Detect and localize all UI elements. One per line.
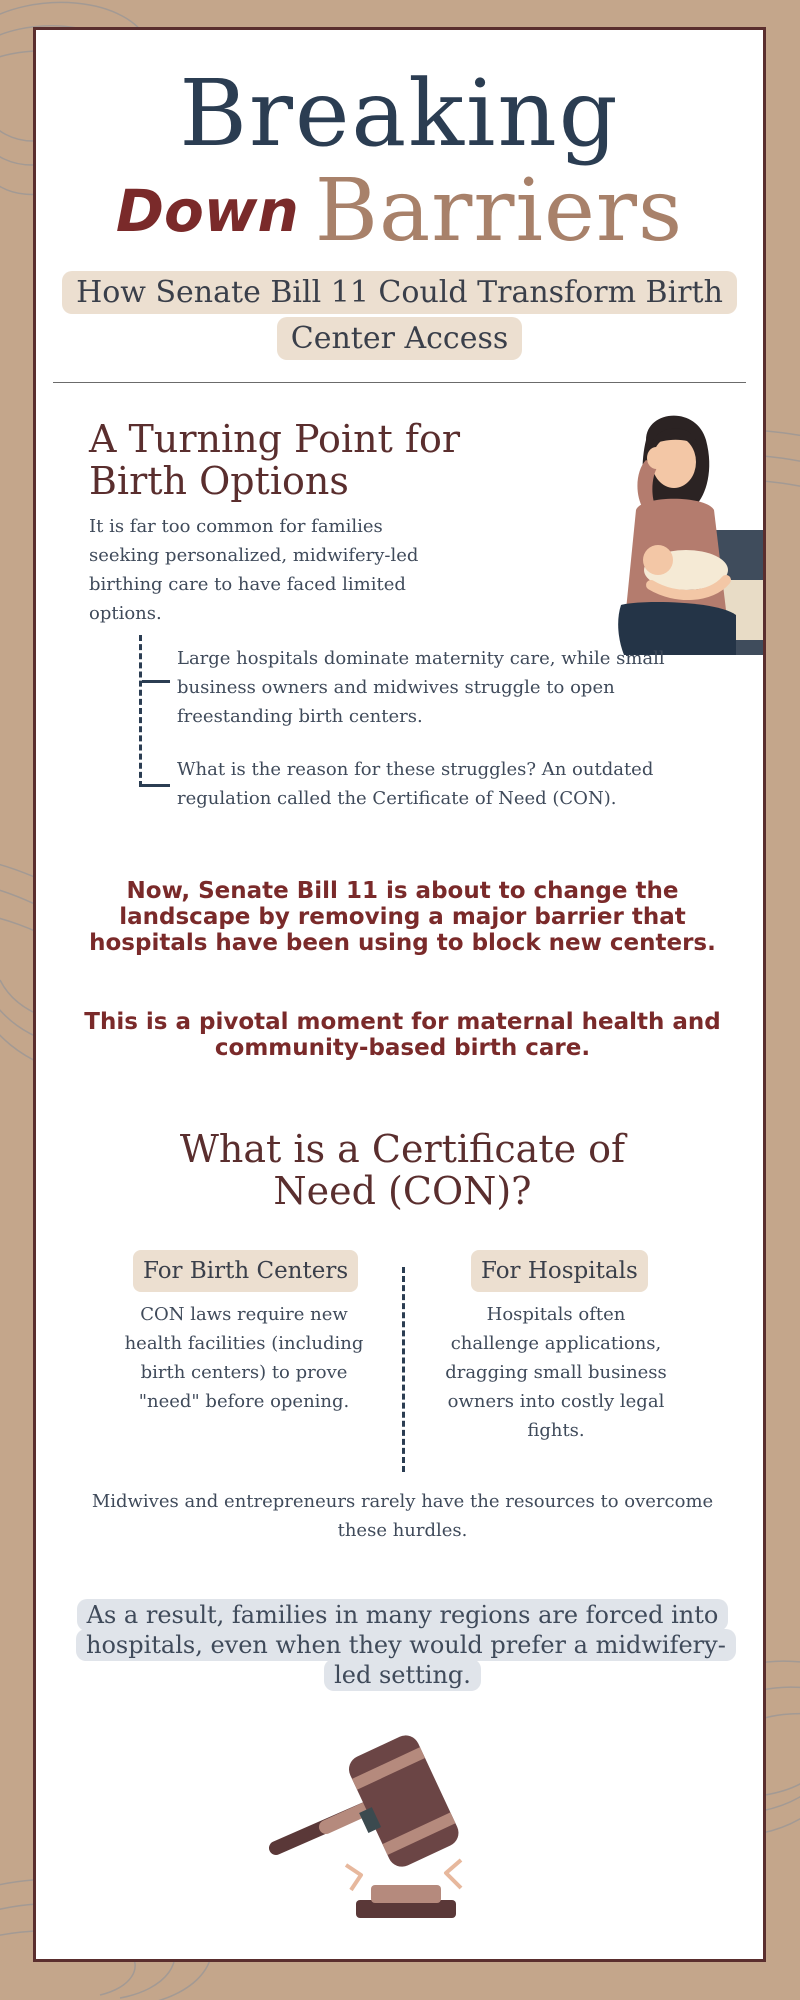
text-for-hospitals: Hospitals often challenge applications, dragging small business owners into costly legal fights. [445, 1304, 667, 1441]
result-highlight [76, 1600, 729, 1690]
bracket-tick [142, 680, 170, 683]
gavel-icon [266, 1730, 506, 1930]
emphasis-senate-bill: Now, Senate Bill 11 is about to change the landscape by removing a major barrier that hospitals have been using to block new centers. [89, 878, 716, 956]
point-reason-struggles: What is the reason for these struggles? An outdated regulation called the Certificate of Need (CON). [177, 759, 654, 809]
label-for-birth-centers: For Birth Centers [133, 1250, 358, 1292]
section-heading-turning-point: A Turning Point for Birth Options [89, 417, 461, 503]
label-for-hospitals: For Hospitals [471, 1250, 648, 1292]
bracket-line [139, 635, 170, 787]
infographic-card [33, 27, 766, 1962]
bracket-tick [142, 784, 170, 787]
title-barriers: Barriers [314, 161, 684, 261]
title-down: Down [115, 177, 299, 245]
section-heading-con: What is a Certificate of Need (CON)? [179, 1127, 626, 1213]
midwives-paragraph: Midwives and entrepreneurs rarely have the resources to overcome these hurdles. [91, 1491, 714, 1541]
emphasis-pivotal-moment: This is a pivotal moment for maternal health and community-based birth care. [84, 1009, 721, 1061]
mother-with-baby-illustration [586, 400, 766, 670]
result-text: As a result, families in many regions are forced into hospitals, even when they would prefer a midwifery-led setting. [76, 1599, 736, 1691]
title-divider [53, 382, 746, 383]
title-breaking: Breaking [179, 60, 620, 167]
column-divider [402, 1267, 405, 1472]
subtitle-text: How Senate Bill 11 Could Transform Birth Center Access [62, 271, 737, 360]
intro-paragraph: It is far too common for families seeking personalized, midwifery-led birthing care to have faced limited options. [89, 516, 419, 624]
title-line-2 [36, 161, 763, 261]
point-hospitals-dominate: Large hospitals dominate maternity care, while small business owners and midwives struggle to open freestanding birth centers. [177, 648, 665, 727]
subtitle [36, 270, 763, 362]
text-for-birth-centers: CON laws require new health facilities (including birth centers) to prove "need" before opening. [124, 1304, 364, 1412]
